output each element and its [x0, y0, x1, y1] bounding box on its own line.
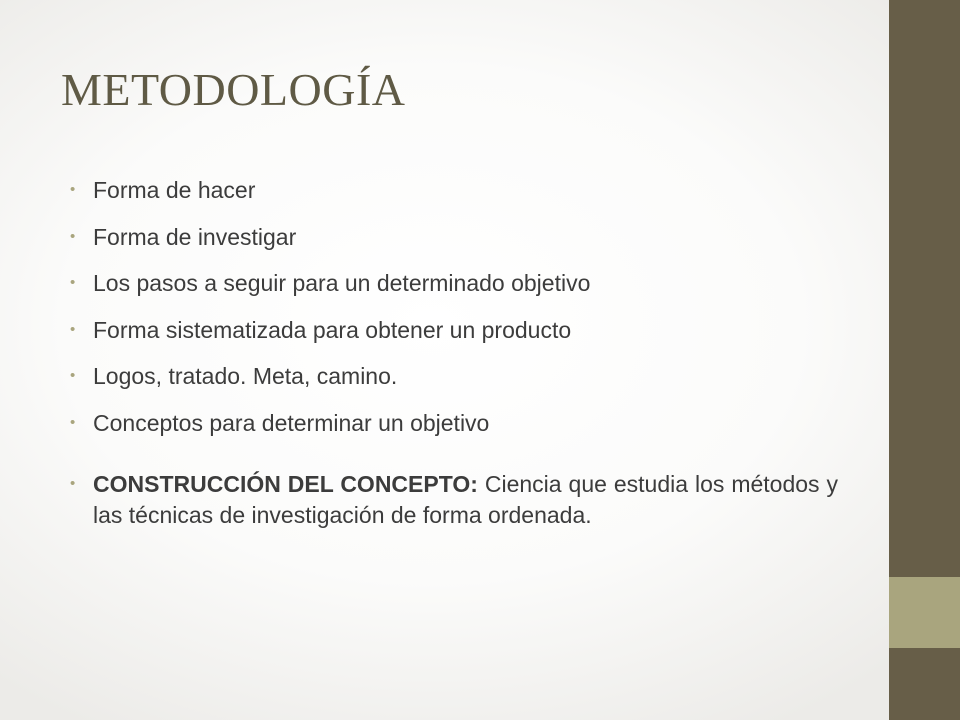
definition-item	[70, 469, 838, 531]
bullet-icon: •	[70, 227, 76, 245]
list-item	[70, 315, 838, 345]
bullet-icon: •	[70, 181, 76, 198]
definition-term: CONSTRUCCIÓN DEL CONCEPTO:	[93, 470, 478, 497]
bullet-text: Logos, tratado. Meta, camino.	[93, 363, 398, 389]
bullet-icon: •	[70, 320, 76, 338]
bullet-text: Forma sistematizada para obtener un producto	[93, 316, 572, 343]
list-item	[70, 175, 838, 205]
bullet-text: Forma de investigar	[93, 223, 297, 250]
bullet-icon: •	[70, 474, 76, 492]
list-item	[70, 408, 838, 438]
bullet-icon: •	[70, 413, 76, 431]
bullet-list	[70, 175, 838, 547]
bullet-text: Los pasos a seguir para un determinado objetivo	[93, 270, 591, 296]
bullet-icon: •	[70, 367, 76, 384]
sidebar-accent-block	[889, 577, 960, 648]
list-item	[70, 361, 838, 391]
list-item	[70, 268, 838, 298]
bullet-icon: •	[70, 274, 76, 291]
bullet-text: Conceptos para determinar un objetivo	[93, 409, 490, 436]
list-item	[70, 222, 838, 252]
bullet-text: Forma de hacer	[93, 177, 256, 203]
definition-text: Ciencia que estudia los métodos y las técnicas de investigación de forma ordenada.	[93, 470, 839, 528]
slide-title: METODOLOGÍA	[61, 64, 406, 115]
decorative-sidebar	[889, 0, 960, 720]
